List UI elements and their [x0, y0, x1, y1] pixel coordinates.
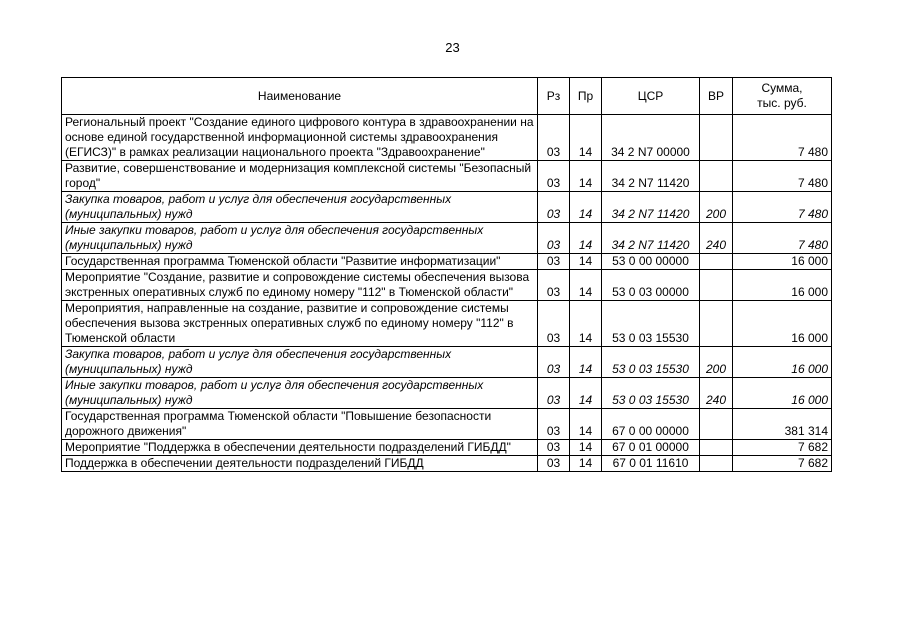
row-sum-cell: 16 000: [733, 378, 832, 409]
row-csr-cell: 53 0 03 15530: [602, 347, 700, 378]
row-name-cell: Закупка товаров, работ и услуг для обеспечения государственных (муниципальных) нужд: [62, 192, 538, 223]
row-pr-cell: 14: [570, 161, 602, 192]
row-csr-cell: 67 0 01 00000: [602, 440, 700, 456]
row-sum-cell: 7 480: [733, 161, 832, 192]
row-pr-cell: 14: [570, 223, 602, 254]
table-row: [62, 409, 832, 440]
row-csr-cell: 34 2 N7 11420: [602, 161, 700, 192]
row-vr-cell: [700, 254, 733, 270]
row-sum-cell: 381 314: [733, 409, 832, 440]
row-sum-cell: 7 480: [733, 115, 832, 161]
table-body: [62, 115, 832, 472]
row-csr-cell: 53 0 03 15530: [602, 378, 700, 409]
row-name-cell: Закупка товаров, работ и услуг для обеспечения государственных (муниципальных) нужд: [62, 347, 538, 378]
row-name-cell: Мероприятия, направленные на создание, развитие и сопровождение системы обеспечения вызова экстренных оперативных служб по единому номеру "112" в Тюменской области: [62, 301, 538, 347]
row-vr-cell: [700, 456, 733, 472]
row-name-cell: Мероприятие "Создание, развитие и сопровождение системы обеспечения вызова экстренных оперативных служб по единому номеру "112" в Тюменской области": [62, 270, 538, 301]
table-row: [62, 223, 832, 254]
row-vr-cell: [700, 115, 733, 161]
row-csr-cell: 53 0 00 00000: [602, 254, 700, 270]
row-sum-cell: 7 682: [733, 456, 832, 472]
row-rz-cell: 03: [538, 223, 570, 254]
row-name-cell: Мероприятие "Поддержка в обеспечении деятельности подразделений ГИБДД": [62, 440, 538, 456]
row-sum-cell: 7 682: [733, 440, 832, 456]
row-name-cell: Региональный проект "Создание единого цифрового контура в здравоохранении на основе единой государственной информационной системы здравоохранения (ЕГИСЗ)" в рамках реализации национального проекта "Здравоохранение": [62, 115, 538, 161]
row-sum-cell: 16 000: [733, 301, 832, 347]
row-sum-cell: 7 480: [733, 192, 832, 223]
row-name-cell: Развитие, совершенствование и модернизация комплексной системы "Безопасный город": [62, 161, 538, 192]
table-row: [62, 301, 832, 347]
header-csr: ЦСР: [602, 78, 700, 115]
row-pr-cell: 14: [570, 192, 602, 223]
row-sum-cell: 16 000: [733, 270, 832, 301]
row-rz-cell: 03: [538, 440, 570, 456]
table-row: [62, 440, 832, 456]
table-row: [62, 192, 832, 223]
row-rz-cell: 03: [538, 378, 570, 409]
row-csr-cell: 53 0 03 00000: [602, 270, 700, 301]
row-vr-cell: 200: [700, 192, 733, 223]
row-rz-cell: 03: [538, 301, 570, 347]
header-rz: Рз: [538, 78, 570, 115]
budget-table: [61, 77, 832, 472]
row-pr-cell: 14: [570, 440, 602, 456]
header-pr: Пр: [570, 78, 602, 115]
row-csr-cell: 67 0 01 11610: [602, 456, 700, 472]
header-sum: [733, 78, 832, 115]
header-sum-line2: тыс. руб.: [757, 96, 807, 110]
table-row: [62, 378, 832, 409]
header-vr: ВР: [700, 78, 733, 115]
row-name-cell: Поддержка в обеспечении деятельности подразделений ГИБДД: [62, 456, 538, 472]
row-pr-cell: 14: [570, 254, 602, 270]
row-vr-cell: [700, 301, 733, 347]
row-vr-cell: [700, 161, 733, 192]
row-pr-cell: 14: [570, 301, 602, 347]
row-rz-cell: 03: [538, 115, 570, 161]
row-rz-cell: 03: [538, 456, 570, 472]
header-sum-line1: Сумма,: [761, 81, 803, 95]
row-name-cell: Иные закупки товаров, работ и услуг для обеспечения государственных (муниципальных) нужд: [62, 378, 538, 409]
row-vr-cell: 240: [700, 378, 733, 409]
row-rz-cell: 03: [538, 254, 570, 270]
row-pr-cell: 14: [570, 115, 602, 161]
row-pr-cell: 14: [570, 456, 602, 472]
row-pr-cell: 14: [570, 347, 602, 378]
row-vr-cell: [700, 409, 733, 440]
row-vr-cell: 240: [700, 223, 733, 254]
row-csr-cell: 53 0 03 15530: [602, 301, 700, 347]
table-header-row: [62, 78, 832, 115]
row-sum-cell: 16 000: [733, 254, 832, 270]
row-pr-cell: 14: [570, 409, 602, 440]
row-csr-cell: 34 2 N7 11420: [602, 192, 700, 223]
row-csr-cell: 34 2 N7 00000: [602, 115, 700, 161]
row-rz-cell: 03: [538, 192, 570, 223]
table-row: [62, 456, 832, 472]
header-name: Наименование: [62, 78, 538, 115]
row-name-cell: Иные закупки товаров, работ и услуг для обеспечения государственных (муниципальных) нужд: [62, 223, 538, 254]
row-csr-cell: 34 2 N7 11420: [602, 223, 700, 254]
row-rz-cell: 03: [538, 270, 570, 301]
row-name-cell: Государственная программа Тюменской области "Развитие информатизации": [62, 254, 538, 270]
row-vr-cell: 200: [700, 347, 733, 378]
table-row: [62, 115, 832, 161]
table-row: [62, 270, 832, 301]
row-pr-cell: 14: [570, 270, 602, 301]
row-name-cell: Государственная программа Тюменской области "Повышение безопасности дорожного движения": [62, 409, 538, 440]
row-vr-cell: [700, 270, 733, 301]
table-row: [62, 347, 832, 378]
row-csr-cell: 67 0 00 00000: [602, 409, 700, 440]
row-vr-cell: [700, 440, 733, 456]
row-sum-cell: 16 000: [733, 347, 832, 378]
row-rz-cell: 03: [538, 409, 570, 440]
page-number: 23: [445, 40, 460, 55]
row-rz-cell: 03: [538, 347, 570, 378]
table-row: [62, 254, 832, 270]
row-pr-cell: 14: [570, 378, 602, 409]
row-sum-cell: 7 480: [733, 223, 832, 254]
table-row: [62, 161, 832, 192]
row-rz-cell: 03: [538, 161, 570, 192]
